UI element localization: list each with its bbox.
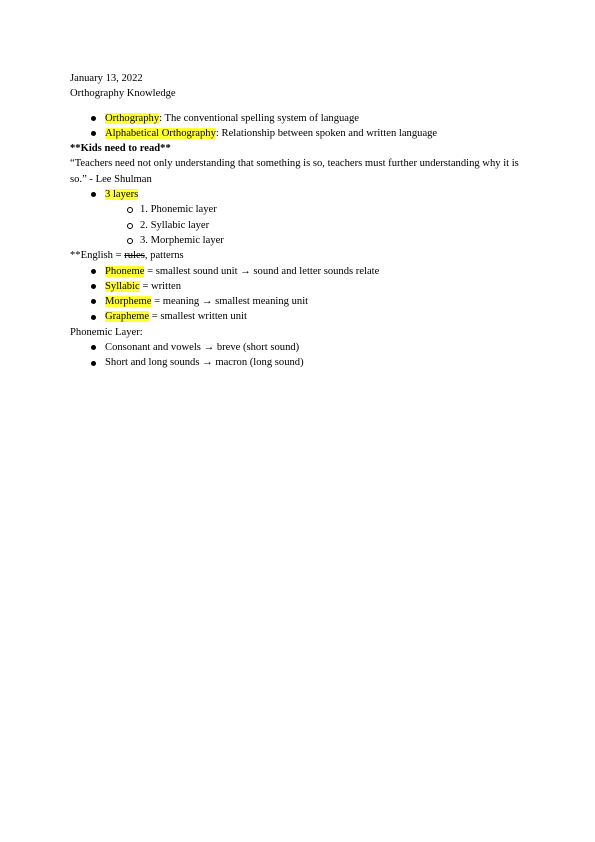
list-item: Consonant and vowels → breve (short sound) [105,340,530,355]
english-prefix: **English = [70,250,125,262]
phonemic-list [70,340,530,371]
highlighted-term: Grapheme [105,311,150,323]
phonemic-heading: Phonemic Layer: [70,326,143,338]
spacer [70,102,530,111]
document-body [70,71,530,371]
english-suffix: , patterns [144,250,184,262]
kids-note: **Kids need to read** [70,143,171,155]
struck-word: rules [124,250,145,262]
highlighted-term: Alphabetical Orthography [105,127,216,139]
definition-text: : Relationship between spoken and written language [215,127,438,139]
list-item [105,187,530,248]
highlighted-term: 3 layers [105,189,139,201]
list-item [105,294,530,309]
list-item [105,126,530,141]
highlighted-term: Morpheme [105,296,152,308]
definitions-list [70,111,530,142]
definition-text: : The conventional spelling system of language [159,112,360,124]
units-list [70,264,530,325]
shulman-quote: “Teachers need not only understanding that something is so, teachers must further understanding why it is so.” - Lee Shulman [70,158,519,185]
sub-list-item: 3. Morphemic layer [140,233,530,248]
list-item [105,111,530,126]
definition-text: = smallest sound unit → sound and letter sounds relate [144,265,380,277]
sub-list-item: 2. Syllabic layer [140,218,530,233]
highlighted-term: Orthography [105,112,160,124]
note-date: January 13, 2022 [70,73,143,84]
sub-list-item: 1. Phonemic layer [140,202,530,217]
definition-text: = meaning → smallest meaning unit [151,296,309,308]
layers-sublist [105,202,530,248]
list-item [105,264,530,279]
list-item [105,279,530,294]
highlighted-term: Phoneme [105,265,145,277]
list-item [105,309,530,324]
list-item: Short and long sounds → macron (long sound) [105,355,530,370]
english-line [70,248,530,263]
note-title: Orthography Knowledge [70,88,176,100]
definition-text: = smallest written unit [149,311,247,323]
layers-list [70,187,530,248]
definition-text: = written [139,280,182,292]
highlighted-term: Syllabic [105,280,140,292]
